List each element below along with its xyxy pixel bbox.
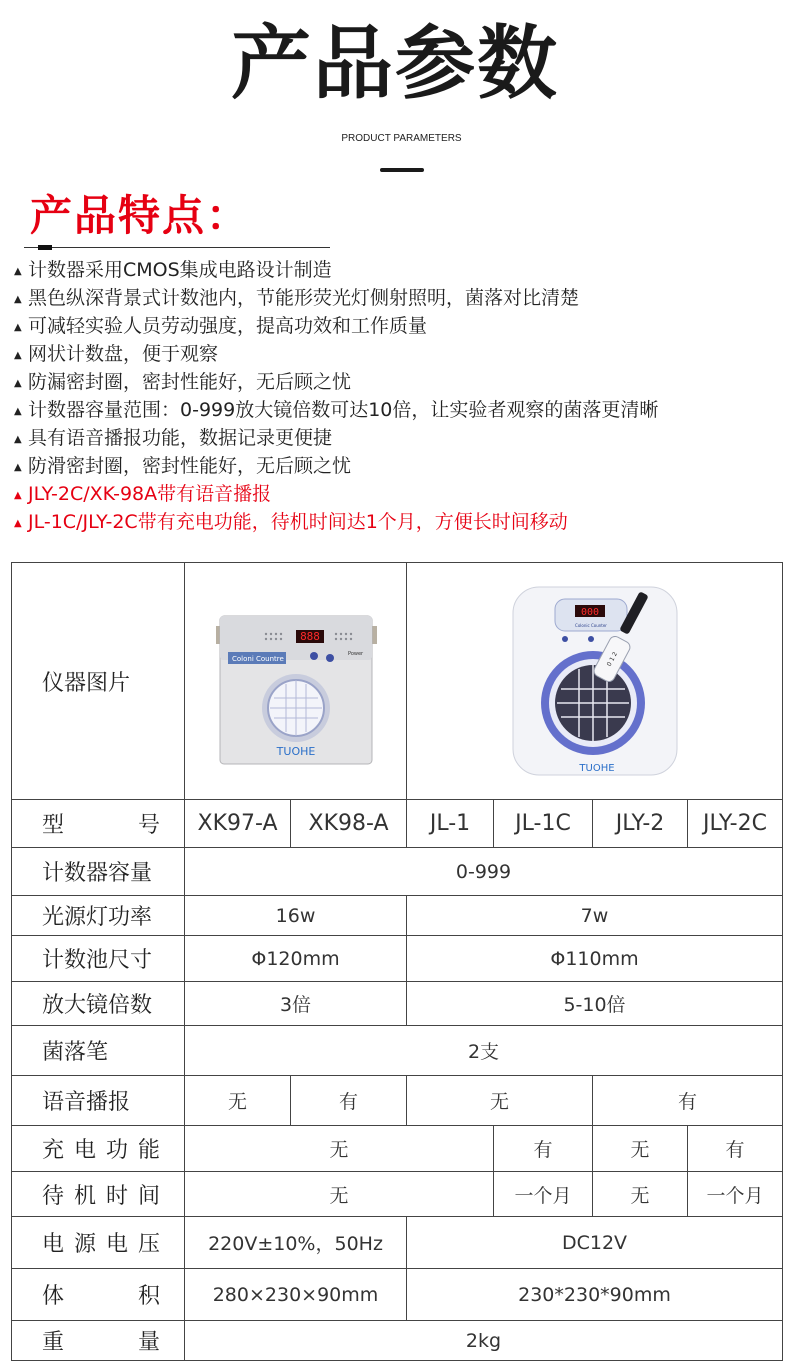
voice-value: 无 bbox=[407, 1076, 593, 1126]
triangle-bullet-icon: ▲ bbox=[14, 462, 22, 473]
feature-item bbox=[12, 368, 787, 396]
row-volume bbox=[12, 1269, 783, 1321]
charge-value: 有 bbox=[688, 1126, 783, 1172]
row-voltage bbox=[12, 1217, 783, 1269]
weight-value: 2kg bbox=[185, 1321, 783, 1361]
feature-item bbox=[12, 452, 787, 480]
voltage-value-1: 220V±10%，50Hz bbox=[185, 1217, 407, 1269]
device2-pen-label: 0 1 2 bbox=[605, 650, 619, 668]
label-pen: 菌落笔 bbox=[12, 1026, 185, 1076]
device1-display: 888 bbox=[300, 629, 320, 643]
label-weight: 重 量 bbox=[12, 1321, 185, 1361]
feature-text: 网状计数盘，便于观察 bbox=[28, 343, 219, 365]
pen-value: 2支 bbox=[185, 1026, 783, 1076]
feature-text: 防滑密封圈，密封性能好，无后顾之忧 bbox=[28, 455, 352, 477]
voice-value: 有 bbox=[593, 1076, 783, 1126]
volume-value-1: 280×230×90mm bbox=[185, 1269, 407, 1321]
device1-panel-label: Coloni Countre bbox=[232, 654, 284, 663]
row-voice bbox=[12, 1076, 783, 1126]
volume-value-2: 230*230*90mm bbox=[407, 1269, 783, 1321]
spec-table bbox=[11, 562, 783, 1361]
row-standby bbox=[12, 1172, 783, 1217]
triangle-bullet-icon: ▲ bbox=[14, 266, 22, 277]
triangle-bullet-icon: ▲ bbox=[14, 350, 22, 361]
page-subtitle: PRODUCT PARAMETERS bbox=[341, 133, 462, 144]
charge-value: 有 bbox=[494, 1126, 593, 1172]
counter-device-jl-image bbox=[505, 581, 685, 781]
label-model: 型 号 bbox=[12, 800, 185, 848]
row-image bbox=[12, 563, 783, 800]
feature-item-highlight bbox=[12, 508, 787, 536]
feature-list bbox=[12, 256, 787, 536]
label-lamp-power: 光源灯功率 bbox=[12, 896, 185, 936]
triangle-bullet-icon: ▲ bbox=[14, 406, 22, 417]
features-divider-mark bbox=[38, 245, 52, 250]
standby-value: 一个月 bbox=[688, 1172, 783, 1217]
page-title: 产品参数 bbox=[231, 17, 559, 110]
lamp-power-value-2: 7w bbox=[407, 896, 783, 936]
triangle-bullet-icon: ▲ bbox=[14, 322, 22, 333]
model-cell: XK98-A bbox=[291, 800, 407, 848]
label-image: 仪器图片 bbox=[12, 563, 185, 800]
standby-value: 无 bbox=[185, 1172, 494, 1217]
model-cell: JLY-2 bbox=[593, 800, 688, 848]
triangle-bullet-icon: ▲ bbox=[14, 518, 22, 529]
feature-text: 黑色纵深背景式计数池内，节能形荧光灯侧射照明，菌落对比清楚 bbox=[28, 287, 580, 309]
model-cell: JLY-2C bbox=[688, 800, 783, 848]
triangle-bullet-icon: ▲ bbox=[14, 490, 22, 501]
label-capacity: 计数器容量 bbox=[12, 848, 185, 896]
row-weight bbox=[12, 1321, 783, 1361]
device2-brand: TUOHE bbox=[578, 763, 615, 774]
title-underline bbox=[380, 168, 424, 172]
label-charge: 充电功能 bbox=[12, 1126, 185, 1172]
feature-item bbox=[12, 312, 787, 340]
row-capacity bbox=[12, 848, 783, 896]
counter-device-xk-image bbox=[208, 594, 383, 769]
pool-size-value-1: Φ120mm bbox=[185, 936, 407, 982]
capacity-value: 0-999 bbox=[185, 848, 783, 896]
feature-text: 防漏密封圈，密封性能好，无后顾之忧 bbox=[28, 371, 352, 393]
magnifier-value-2: 5-10倍 bbox=[407, 982, 783, 1026]
model-cell: JL-1 bbox=[407, 800, 494, 848]
row-charge bbox=[12, 1126, 783, 1172]
device-image-cell-2 bbox=[407, 563, 783, 800]
triangle-bullet-icon: ▲ bbox=[14, 378, 22, 389]
standby-value: 一个月 bbox=[494, 1172, 593, 1217]
row-model bbox=[12, 800, 783, 848]
device2-display: 000 bbox=[580, 607, 599, 618]
triangle-bullet-icon: ▲ bbox=[14, 434, 22, 445]
voltage-value-2: DC12V bbox=[407, 1217, 783, 1269]
lamp-power-value-1: 16w bbox=[185, 896, 407, 936]
feature-text: JLY-2C/XK-98A带有语音播报 bbox=[28, 483, 272, 505]
row-lamp-power bbox=[12, 896, 783, 936]
label-magnifier: 放大镜倍数 bbox=[12, 982, 185, 1026]
feature-text: 可减轻实验人员劳动强度，提高功效和工作质量 bbox=[28, 315, 428, 337]
row-pool-size bbox=[12, 936, 783, 982]
device-image-cell-1 bbox=[185, 563, 407, 800]
feature-item bbox=[12, 284, 787, 312]
label-voltage: 电源电压 bbox=[12, 1217, 185, 1269]
triangle-bullet-icon: ▲ bbox=[14, 294, 22, 305]
feature-item bbox=[12, 340, 787, 368]
feature-text: JL-1C/JLY-2C带有充电功能，待机时间达1个月，方便长时间移动 bbox=[28, 511, 568, 533]
features-heading: 产品特点： bbox=[30, 191, 251, 240]
row-magnifier bbox=[12, 982, 783, 1026]
row-pen bbox=[12, 1026, 783, 1076]
model-cell: JL-1C bbox=[494, 800, 593, 848]
device1-power-label: Power bbox=[348, 650, 364, 657]
voice-value: 无 bbox=[185, 1076, 291, 1126]
standby-value: 无 bbox=[593, 1172, 688, 1217]
feature-item bbox=[12, 256, 787, 284]
label-pool-size: 计数池尺寸 bbox=[12, 936, 185, 982]
feature-text: 具有语音播报功能，数据记录更便捷 bbox=[28, 427, 333, 449]
label-voice: 语音播报 bbox=[12, 1076, 185, 1126]
feature-item-highlight bbox=[12, 480, 787, 508]
device1-brand: TUOHE bbox=[276, 744, 316, 758]
voice-value: 有 bbox=[291, 1076, 407, 1126]
feature-text: 计数器容量范围：0-999放大镜倍数可达10倍，让实验者观察的菌落更清晰 bbox=[28, 399, 659, 421]
label-standby: 待机时间 bbox=[12, 1172, 185, 1217]
device2-panel-label: Colonic Counter bbox=[574, 623, 607, 628]
feature-text: 计数器采用CMOS集成电路设计制造 bbox=[28, 259, 332, 281]
label-volume: 体 积 bbox=[12, 1269, 185, 1321]
charge-value: 无 bbox=[593, 1126, 688, 1172]
feature-item bbox=[12, 396, 787, 424]
pool-size-value-2: Φ110mm bbox=[407, 936, 783, 982]
charge-value: 无 bbox=[185, 1126, 494, 1172]
feature-item bbox=[12, 424, 787, 452]
features-divider bbox=[24, 247, 330, 248]
magnifier-value-1: 3倍 bbox=[185, 982, 407, 1026]
model-cell: XK97-A bbox=[185, 800, 291, 848]
